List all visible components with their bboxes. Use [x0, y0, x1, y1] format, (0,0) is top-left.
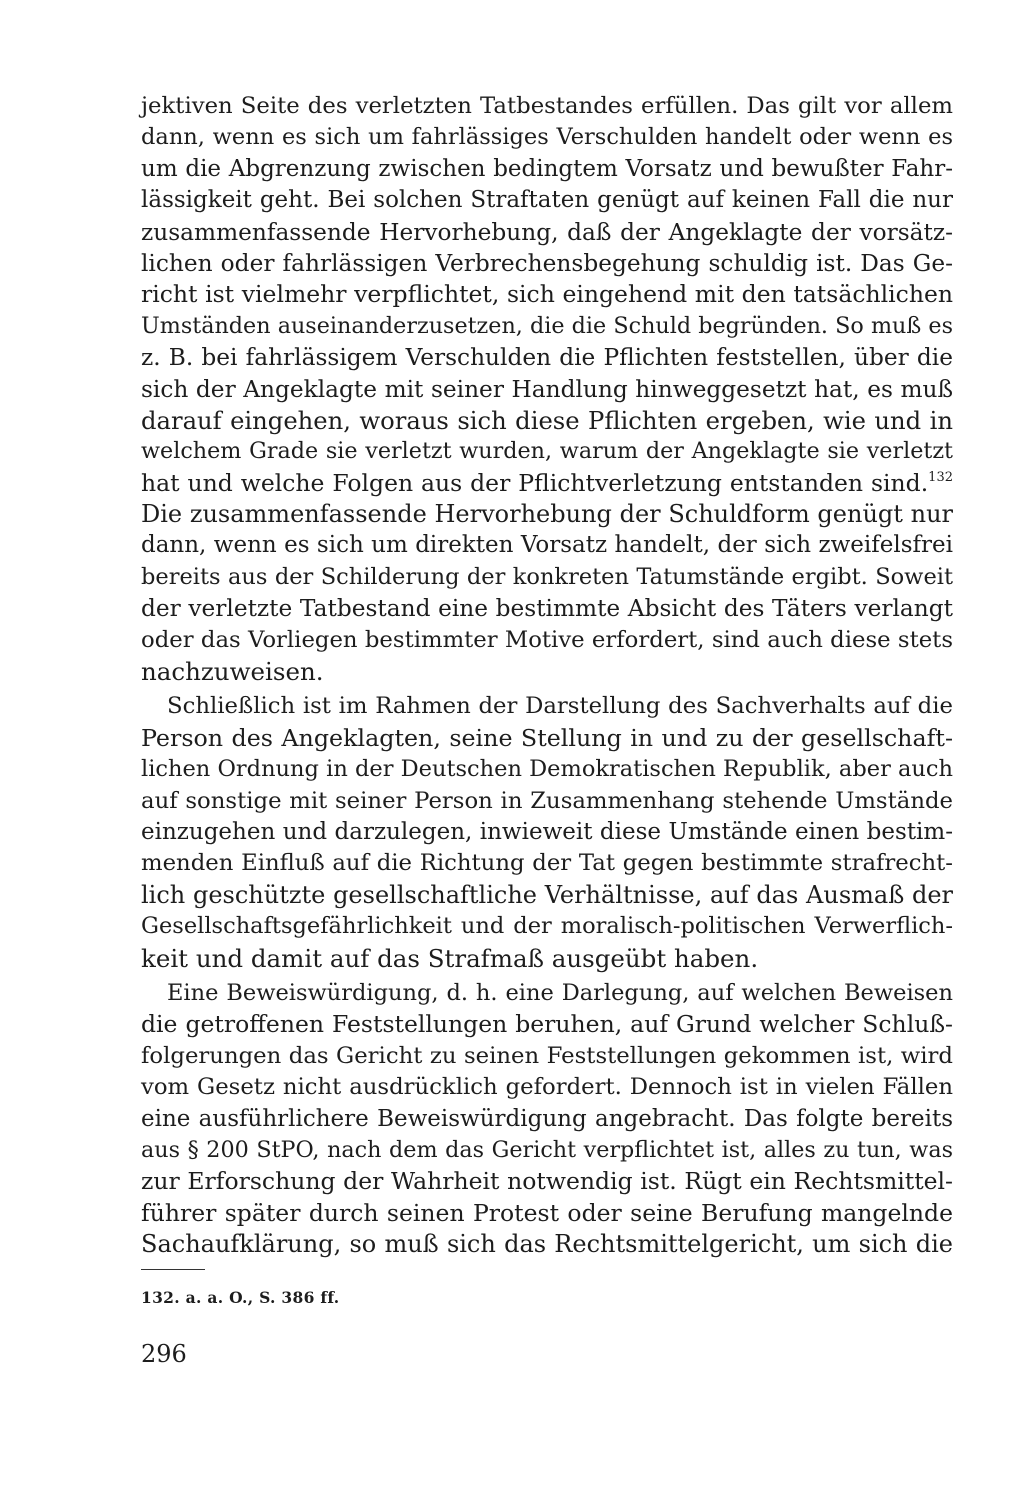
text-line: oder das Vorliegen bestimmter Motive erfordert, sind auch diese stets — [141, 626, 953, 653]
text-line: Die zusammenfassende Hervorhebung der Schuldform genügt nur — [141, 500, 953, 529]
page-body — [141, 91, 953, 1260]
footnote: 132. a. a. O., S. 386 ff. — [141, 1288, 340, 1307]
footnote-divider — [141, 1269, 205, 1270]
page-number: 296 — [141, 1340, 187, 1368]
text-line: auf sonstige mit seiner Person in Zusammenhang stehende Umstände — [141, 787, 953, 814]
text-line: Schließlich ist im Rahmen der Darstellung des Sachverhalts auf die — [167, 693, 953, 720]
paragraph-2 — [141, 691, 953, 974]
text-line: nachzuweisen. — [141, 657, 324, 687]
text-line: um die Abgrenzung zwischen bedingtem Vorsatz und bewußter Fahr- — [141, 155, 953, 182]
text-line: dann, wenn es sich um fahrlässiges Verschulden handelt oder wenn es — [141, 124, 953, 151]
text-line: darauf eingehen, woraus sich diese Pflichten ergeben, wie und in — [141, 405, 953, 435]
text-line: lich geschützte gesellschaftliche Verhältnisse, auf das Ausmaß der — [141, 880, 953, 909]
text-line: der verletzte Tatbestand eine bestimmte Absicht des Täters verlangt — [141, 595, 953, 623]
text-line: Person des Angeklagten, seine Stellung in und zu der gesellschaft- — [141, 723, 953, 752]
text-line: führer später durch seinen Protest oder seine Berufung mangelnde — [141, 1198, 953, 1227]
text-line: eine ausführlichere Beweiswürdigung angebracht. Das folgte bereits — [141, 1105, 953, 1132]
text-line: lichen Ordnung in der Deutschen Demokratischen Republik, aber auch — [141, 756, 953, 783]
text-line: richt ist vielmehr verpflichtet, sich eingehend mit den tatsächlichen — [141, 280, 953, 309]
text-line: dann, wenn es sich um direkten Vorsatz handelt, der sich zweifelsfrei — [141, 532, 953, 559]
paragraph-1 — [141, 91, 953, 687]
text-line: vom Gesetz nicht ausdrücklich gefordert. Dennoch ist in vielen Fällen — [141, 1074, 953, 1101]
text-line: jektiven Seite des verletzten Tatbestandes erfüllen. Das gilt vor allem — [141, 93, 953, 119]
text-line-content: hat und welche Folgen aus der Pflichtverletzung entstanden sind. — [141, 468, 929, 497]
text-line: Umständen auseinanderzusetzen, die die Schuld begründen. So muß es — [141, 312, 953, 339]
footnote-reference: 132 — [928, 469, 953, 485]
text-line: die getroffenen Feststellungen beruhen, auf Grund welcher Schluß- — [141, 1010, 953, 1039]
text-line: menden Einfluß auf die Richtung der Tat gegen bestimmte strafrecht- — [141, 850, 953, 877]
text-line: einzugehen und darzulegen, inwieweit diese Umstände einen bestim- — [141, 818, 953, 845]
paragraph-3 — [141, 978, 953, 1261]
text-line: Sachaufklärung, so muß sich das Rechtsmittelgericht, um sich die — [141, 1230, 953, 1259]
text-line-with-footnote — [141, 468, 953, 499]
text-line: bereits aus der Schilderung der konkreten Tatumstände ergibt. Soweit — [141, 563, 953, 590]
text-line: lichen oder fahrlässigen Verbrechensbegehung schuldig ist. Das Ge- — [141, 249, 953, 277]
text-line: folgerungen das Gericht zu seinen Feststellungen gekommen ist, wird — [141, 1042, 953, 1069]
text-line: sich der Angeklagte mit seiner Handlung hinweggesetzt hat, es muß — [141, 375, 953, 403]
text-line: keit und damit auf das Strafmaß ausgeübt haben. — [141, 943, 759, 973]
text-line: zur Erforschung der Wahrheit notwendig ist. Rügt ein Rechtsmittel- — [141, 1167, 953, 1196]
text-line: lässigkeit geht. Bei solchen Straftaten genügt auf keinen Fall die nur — [141, 187, 953, 214]
text-line: aus § 200 StPO, nach dem das Gericht verpflichtet ist, alles zu tun, was — [141, 1136, 953, 1163]
text-line: Eine Beweiswürdigung, d. h. eine Darlegung, auf welchen Beweisen — [167, 979, 953, 1006]
text-line: Gesellschaftsgefährlichkeit und der moralisch-politischen Verwerflich- — [141, 913, 953, 940]
text-line: welchem Grade sie verletzt wurden, warum der Angeklagte sie verletzt — [141, 438, 953, 465]
text-line: zusammenfassende Hervorhebung, daß der Angeklagte der vorsätz- — [141, 218, 953, 246]
text-line: z. B. bei fahrlässigem Verschulden die Pflichten feststellen, über die — [141, 344, 953, 372]
